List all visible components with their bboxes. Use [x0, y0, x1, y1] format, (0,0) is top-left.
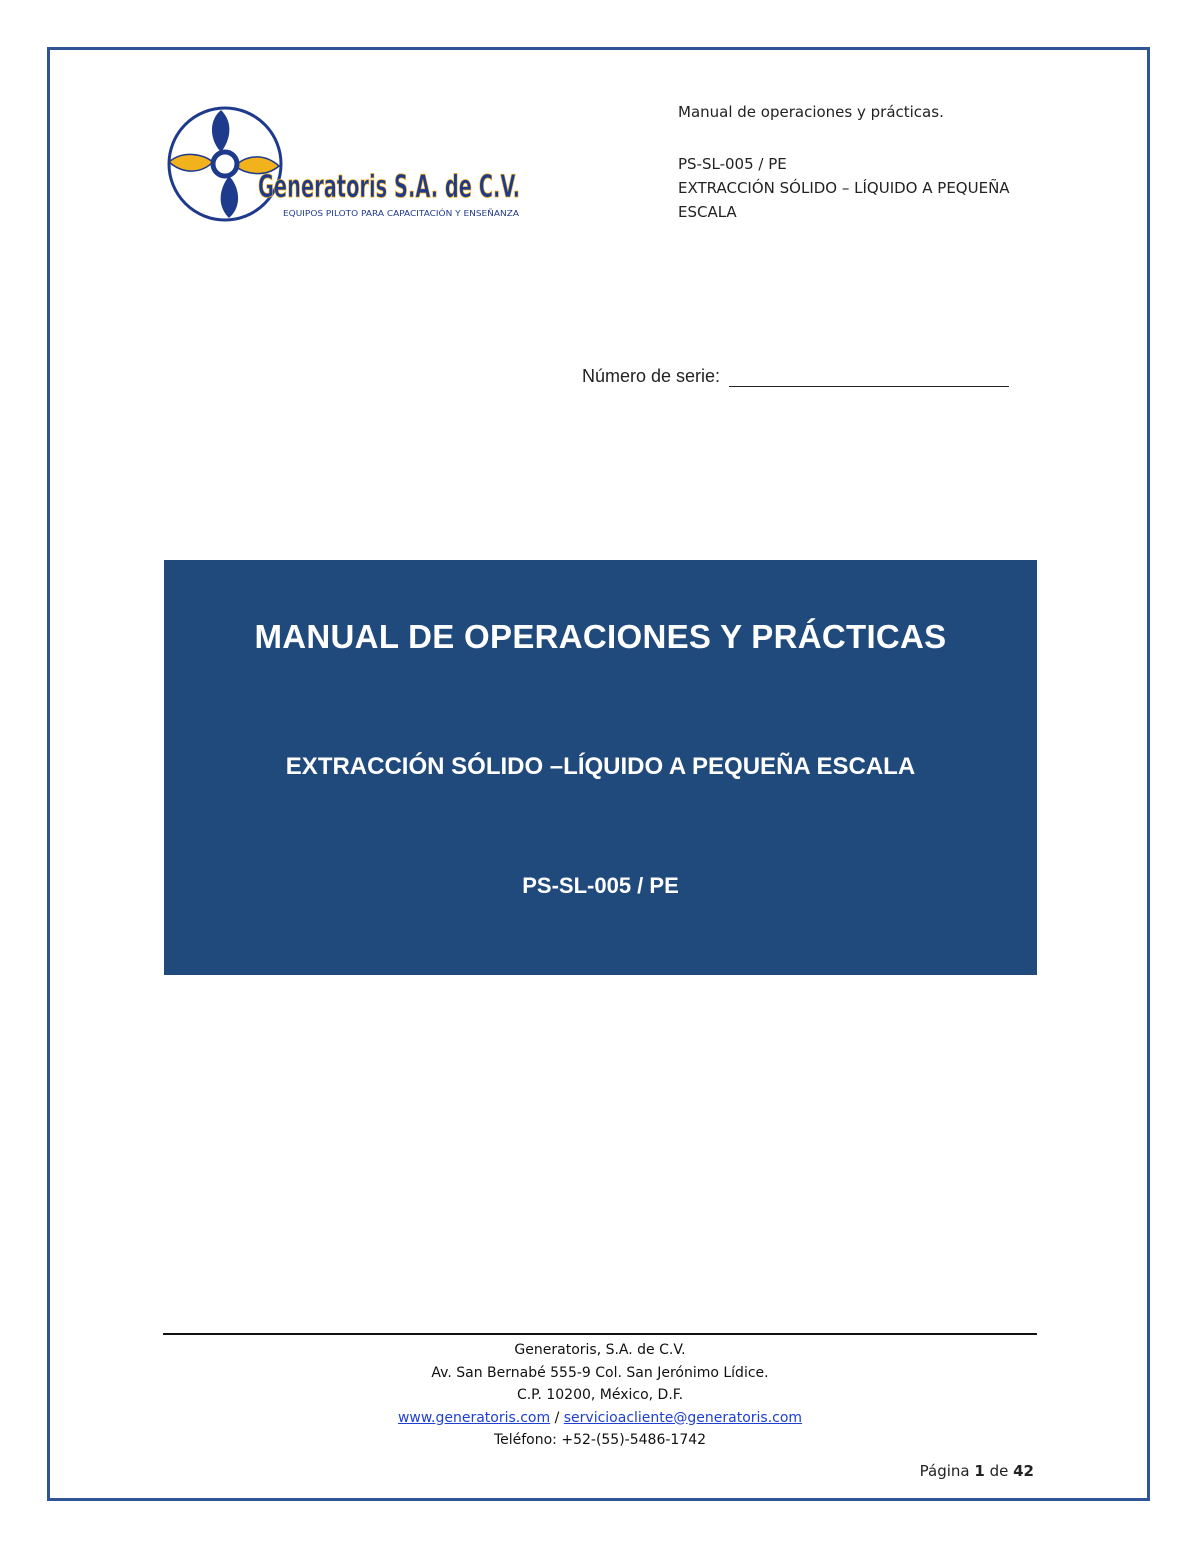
- cover-main-title: MANUAL DE OPERACIONES Y PRÁCTICAS: [254, 618, 947, 655]
- header-subject-line1: EXTRACCIÓN SÓLIDO – LÍQUIDO A PEQUEÑA: [678, 179, 1010, 197]
- serial-number-field: [582, 366, 1009, 387]
- footer-company: Generatoris, S.A. de C.V.: [514, 1342, 686, 1358]
- header-info: [678, 100, 1098, 224]
- svg-text:EQUIPOS PILOTO PARA CAPACITACI: EQUIPOS PILOTO PARA CAPACITACIÓN Y ENSEÑANZA: [283, 209, 521, 218]
- page-number: [800, 1462, 1034, 1480]
- serial-number-label: Número de serie:: [582, 366, 721, 386]
- footer: [163, 1339, 1037, 1452]
- page-middle: de: [984, 1462, 1014, 1480]
- email-link[interactable]: servicioacliente@generatoris.com: [563, 1409, 803, 1426]
- generatoris-logo: [163, 102, 528, 227]
- footer-divider: [163, 1333, 1037, 1335]
- header-code: PS-SL-005 / PE: [678, 155, 787, 173]
- cover-box: [164, 560, 1037, 975]
- website-link[interactable]: www.generatoris.com: [397, 1409, 551, 1426]
- svg-text:Generatoris S.A. de C.V.: Generatoris S.A. de C.V.: [258, 169, 520, 205]
- cover-subtitle: EXTRACCIÓN SÓLIDO –LÍQUIDO A PEQUEÑA ESCALA: [285, 753, 916, 780]
- footer-city: C.P. 10200, México, D.F.: [516, 1387, 684, 1403]
- footer-address: Av. San Bernabé 555-9 Col. San Jerónimo Lídice.: [431, 1364, 769, 1381]
- footer-phone: Teléfono: +52-(55)-5486-1742: [493, 1432, 707, 1448]
- header-subject-line2: ESCALA: [678, 203, 737, 221]
- page-current: 1: [974, 1462, 985, 1480]
- links-separator: /: [550, 1409, 564, 1426]
- serial-number-blank: [729, 368, 1009, 387]
- footer-links: [163, 1407, 1037, 1430]
- cover-code: PS-SL-005 / PE: [522, 873, 679, 898]
- page-prefix: Página: [919, 1462, 975, 1480]
- page-total: 42: [1013, 1462, 1034, 1480]
- header-title: Manual de operaciones y prácticas.: [678, 103, 944, 121]
